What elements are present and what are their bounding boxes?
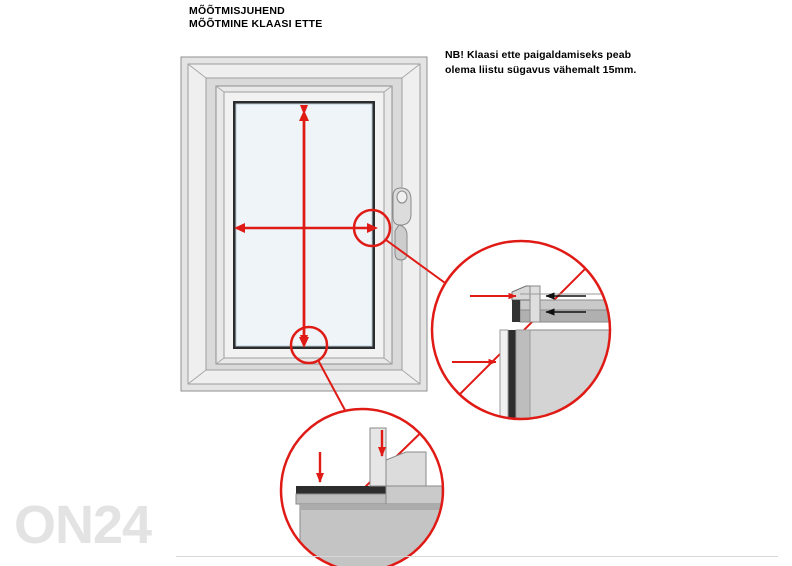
page-title-line1: MÕÕTMISJUHEND <box>189 5 285 17</box>
callout-top-right <box>431 240 612 422</box>
watermark-logo: ON24 <box>14 495 152 555</box>
footer-divider <box>176 556 778 557</box>
installation-note: NB! Klaasi ette paigaldamiseks peab olema liistu sügavus vähemalt 15mm. <box>445 49 637 76</box>
page-title-line2: MÕÕTMINE KLAASI ETTE <box>189 18 323 30</box>
callout-bottom <box>280 408 446 566</box>
